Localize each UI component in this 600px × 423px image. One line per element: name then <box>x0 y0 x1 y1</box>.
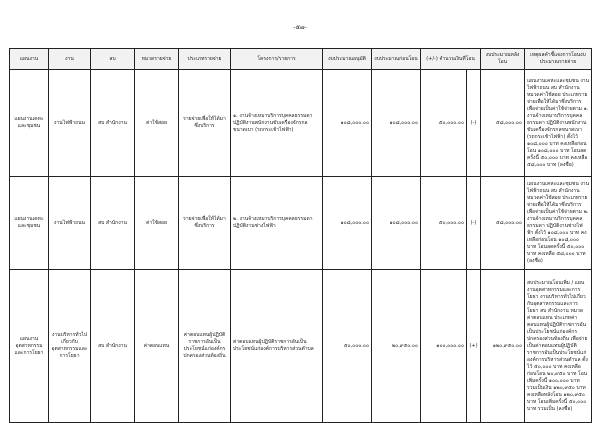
cell-transfer-amount: ๕๐,๐๐๐.๐๐ <box>421 177 467 270</box>
cell-budget-after: ๕๘,๐๐๐.๐๐ <box>481 70 525 177</box>
header-work: งาน <box>49 49 91 70</box>
cell-budget-after: ๑๒๐,๙๕๐.๐๐ <box>481 270 525 423</box>
cell-category: ค่าใช้สอย <box>135 70 179 177</box>
table-row <box>10 270 592 423</box>
cell-category: ค่าใช้สอย <box>135 177 179 270</box>
cell-project: ๒. งานจ้างเหมาบริการบุคคลธรรมดา ปฏิบัติงานช่างไฟฟ้า <box>231 177 323 270</box>
cell-transfer-sign: (-) <box>467 177 481 270</box>
cell-project: ๑. งานจ้างเหมาบริการบุคคลธรรมดา ปฏิบัติงานพนักงานขับเครื่องจักรกลขนาดเบา (รถกระเช้าไฟฟ้า) <box>231 70 323 177</box>
cell-plan: แผนงานเคหะและชุมชน <box>10 177 49 270</box>
cell-transfer-amount: ๑๐๐,๐๐๐.๐๐ <box>421 270 467 423</box>
cell-budget-before: ๑๐๘,๐๐๐.๐๐ <box>372 70 421 177</box>
cell-budget-approved: ๑๐๘,๐๐๐.๐๐ <box>323 70 372 177</box>
table-header-row <box>10 49 592 70</box>
cell-reason: แผนงานเคหะและชุมชน งานไฟฟ้าถนน สบ สำนักงาน หมวดค่าใช้สอย ประเภทรายจ่ายเพื่อให้ได้มาซึ่งบริการ เพื่อจ่ายเป็นค่าใช้จ่ายตาม ๑. งานจ้างเหมาบริการบุคคลธรรมดา ปฏิบัติงานพนักงานขับเครื่องจักรกลขนาดเบา (รถกระเช้าไฟฟ้า) ตั้งไว้ ๑๐๘,๐๐๐ บาท คงเหลือก่อนโอน ๑๐๘,๐๐๐ บาท โอนลดครั้งนี้ ๕๐,๐๐๐ บาท คงเหลือ ๕๘,๐๐๐ บาท (ลงชื่อ) <box>525 70 592 177</box>
cell-category: ค่าตอบแทน <box>135 270 179 423</box>
header-budget-approved: งบประมาณอนุมัติ <box>323 49 372 70</box>
header-type: ประเภทรายจ่าย <box>179 49 231 70</box>
cell-budget-before: ๒๐,๙๕๐.๐๐ <box>372 270 421 423</box>
cell-budget-after: ๕๘,๐๐๐.๐๐ <box>481 177 525 270</box>
cell-type: รายจ่ายเพื่อให้ได้มาซึ่งบริการ <box>179 177 231 270</box>
cell-transfer-sign: (+) <box>467 270 481 423</box>
cell-project: ค่าตอบแทนผู้ปฏิบัติราชการอันเป็นประโยชน์แก่องค์การบริหารส่วนตำบล <box>231 270 323 423</box>
cell-transfer-amount: ๕๐,๐๐๐.๐๐ <box>421 70 467 177</box>
cell-work: งานบริหารทั่วไปเกี่ยวกับอุตสาหกรรมและการโยธา <box>49 270 91 423</box>
cell-type: รายจ่ายเพื่อให้ได้มาซึ่งบริการ <box>179 70 231 177</box>
header-plan: แผนงาน <box>10 49 49 70</box>
cell-type: ค่าตอบแทนผู้ปฏิบัติราชการอันเป็นประโยชน์แก่องค์กรปกครองส่วนท้องถิ่น <box>179 270 231 423</box>
page-number: -๕๗- <box>293 24 307 31</box>
header-budget-before: งบประมาณก่อนโอน <box>372 49 421 70</box>
cell-plan: แผนงานอุตสาหกรรมและการโยธา <box>10 270 49 423</box>
cell-budget-approved: ๑๐๘,๐๐๐.๐๐ <box>323 177 372 270</box>
header-project: โครงการ/รายการ <box>231 49 323 70</box>
cell-reason: สบประมาณโอนเพิ่ม / แผนงานอุตสาหกรรมและการโยธา งานบริหารทั่วไปเกี่ยวกับอุตสาหกรรมและการโยธา สบ สำนักงาน หมวดค่าตอบแทน ประเภทค่าตอบแทนผู้ปฏิบัติราชการอันเป็นประโยชน์แก่องค์กรปกครองส่วนท้องถิ่น เพื่อจ่ายเป็นค่าตอบแทนผู้ปฏิบัติราชการอันเป็นประโยชน์แก่องค์การบริหารส่วนตำบล ตั้งไว้ ๕๐,๐๐๐ บาท คงเหลือก่อนโอน ๒๐,๙๕๐ บาท โอนเพิ่มครั้งนี้ ๑๐๐,๐๐๐ บาท รวมเป็นเงิน ๑๒๐,๙๕๐ บาท คงเหลือหลังโอน ๑๒๐,๙๕๐ บาท โอนเพิ่มครั้งนี้ ๕๐,๐๐๐ บาท รวมเป็น (ลงชื่อ) <box>525 270 592 423</box>
cell-work: งานไฟฟ้าถนน <box>49 177 91 270</box>
header-transfer-amount: (+/-) จำนวนเงินที่โอน <box>421 49 481 70</box>
header-category: หมวดรายจ่าย <box>135 49 179 70</box>
header-reason: เหตุผลคำชี้แจงการโอนงบประมาณรายจ่าย <box>525 49 592 70</box>
table-row <box>10 70 592 177</box>
cell-budget-before: ๑๐๘,๐๐๐.๐๐ <box>372 177 421 270</box>
header-unit: ลบ <box>91 49 135 70</box>
cell-unit: สบ สำนักงาน <box>91 177 135 270</box>
cell-reason: แผนงานเคหะและชุมชน งานไฟฟ้าถนน สบ สำนักงาน หมวดค่าใช้สอย ประเภทรายจ่ายเพื่อให้ได้มาซึ่งบริการ เพื่อจ่ายเป็นค่าใช้จ่ายตาม ๒. งานจ้างเหมาบริการบุคคลธรรมดา ปฏิบัติงานช่างไฟฟ้า ตั้งไว้ ๑๐๘,๐๐๐ บาท คงเหลือก่อนโอน ๑๐๘,๐๐๐ บาท โอนลดครั้งนี้ ๕๐,๐๐๐ บาท คงเหลือ ๕๘,๐๐๐ บาท (ลงชื่อ) <box>525 177 592 270</box>
cell-transfer-sign: (-) <box>467 70 481 177</box>
budget-transfer-table <box>9 48 592 423</box>
header-budget-after: งบประมาณหลังโอน <box>481 49 525 70</box>
cell-unit: สบ สำนักงาน <box>91 270 135 423</box>
table-row <box>10 177 592 270</box>
cell-plan: แผนงานเคหะและชุมชน <box>10 70 49 177</box>
cell-work: งานไฟฟ้าถนน <box>49 70 91 177</box>
cell-budget-approved: ๕๐,๐๐๐.๐๐ <box>323 270 372 423</box>
cell-unit: สบ สำนักงาน <box>91 70 135 177</box>
